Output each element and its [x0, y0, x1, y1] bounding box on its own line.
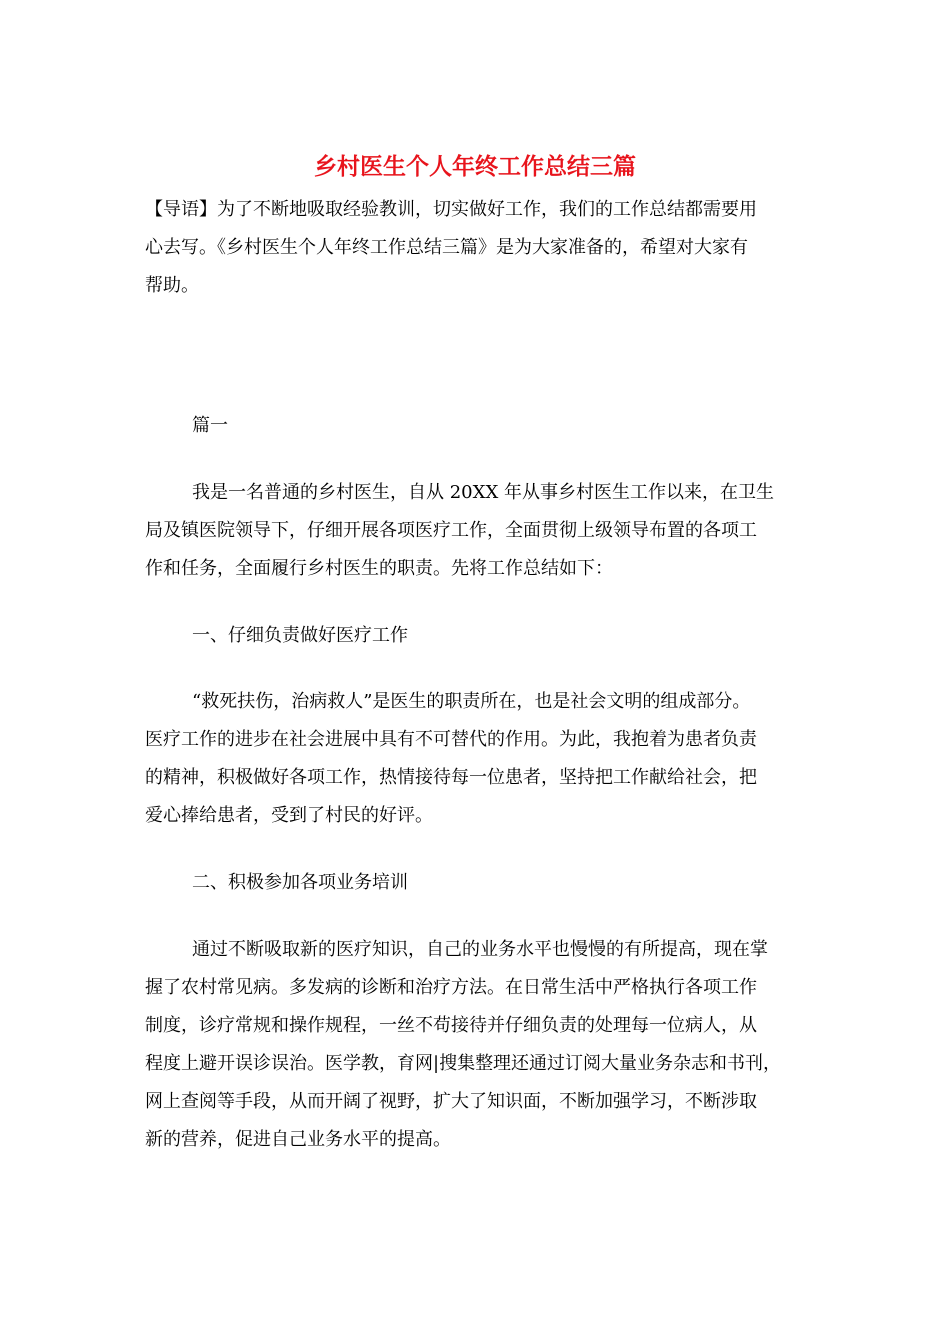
subheading-2: [145, 864, 817, 902]
paragraph-line: 握了农村常见病。多发病的诊断和治疗方法。在日常生活中严格执行各项工作: [145, 977, 757, 998]
intro-line: 【导语】为了不断地吸取经验教训，切实做好工作，我们的工作总结都需要用: [145, 199, 757, 220]
paragraph-line: 网上查阅等手段，从而开阔了视野，扩大了知识面，不断加强学习，不断涉取: [145, 1091, 757, 1112]
paragraph-line: 作和任务，全面履行乡村医生的职责。先将工作总结如下：: [145, 558, 613, 579]
paragraph-line: 制度，诊疗常规和操作规程，一丝不苟接待并仔细负责的处理每一位病人，从: [145, 1015, 757, 1036]
subheading-text: 一、仔细负责做好医疗工作: [192, 625, 408, 646]
body-paragraph-2: [145, 683, 817, 835]
paragraph-line: “救死扶伤，治病救人”是医生的职责所在，也是社会文明的组成部分。: [192, 691, 751, 712]
subheading-text: 二、积极参加各项业务培训: [192, 872, 408, 893]
document-title: 乡村医生个人年终工作总结三篇: [314, 154, 636, 180]
paragraph-line: 程度上避开误诊误治。医学教，育网|搜集整理还通过订阅大量业务杂志和书刊，: [145, 1053, 782, 1074]
body-paragraph-3: [145, 931, 817, 1159]
section-heading: [145, 407, 817, 445]
intro-paragraph: [145, 191, 817, 305]
intro-line: 心去写。《乡村医生个人年终工作总结三篇》是为大家准备的，希望对大家有: [145, 237, 748, 258]
paragraph-line: 局及镇医院领导下，仔细开展各项医疗工作，全面贯彻上级领导布置的各项工: [145, 520, 757, 541]
section-heading-text: 篇一: [192, 415, 228, 436]
paragraph-line: 通过不断吸取新的医疗知识，自己的业务水平也慢慢的有所提高，现在掌: [192, 939, 768, 960]
intro-line: 帮助。: [145, 275, 199, 296]
paragraph-line: 的精神，积极做好各项工作，热情接待每一位患者，坚持把工作献给社会，把: [145, 767, 757, 788]
paragraph-line: 医疗工作的进步在社会进展中具有不可替代的作用。为此，我抱着为患者负责: [145, 729, 757, 750]
paragraph-line: 爱心捧给患者，受到了村民的好评。: [145, 805, 433, 826]
paragraph-line: 我是一名普通的乡村医生，自从 20XX 年从事乡村医生工作以来，在卫生: [192, 482, 774, 503]
body-paragraph-1: [145, 474, 817, 588]
paragraph-line: 新的营养，促进自己业务水平的提高。: [145, 1129, 451, 1150]
subheading-1: [145, 617, 817, 655]
